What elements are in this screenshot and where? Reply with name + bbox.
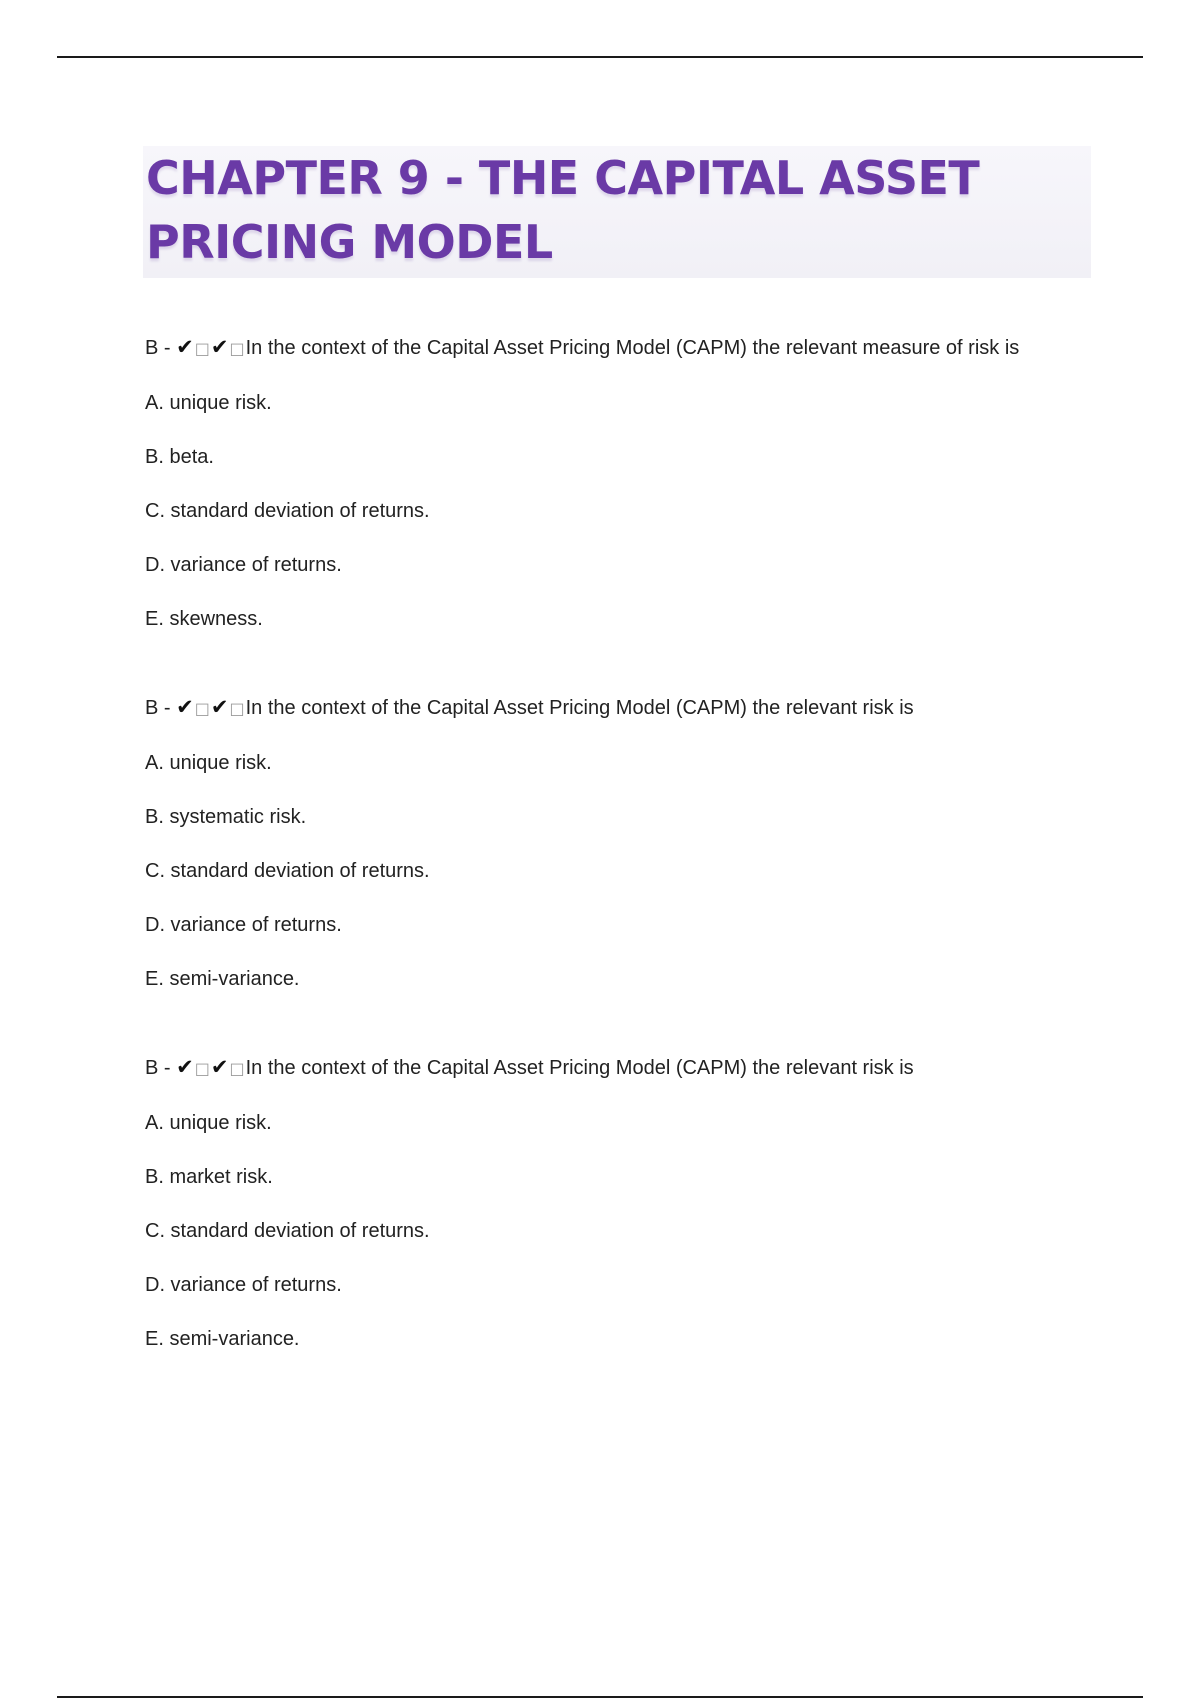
- question-stem: [145, 690, 1075, 726]
- question-prompt: In the context of the Capital Asset Pricing Model (CAPM) the relevant measure of risk is: [245, 337, 1020, 359]
- box-icon: □: [229, 1059, 246, 1078]
- chapter-title-banner: [143, 146, 1091, 278]
- answer-prefix: B -: [145, 697, 177, 719]
- answer-option: A. unique risk.: [145, 752, 272, 774]
- box-icon: □: [229, 339, 246, 358]
- answer-option: E. skewness.: [145, 608, 263, 630]
- box-icon: □: [194, 1059, 211, 1078]
- answer-option: C. standard deviation of returns.: [145, 1220, 430, 1242]
- question-block-2: [145, 690, 1075, 996]
- answer-option: B. beta.: [145, 446, 214, 468]
- question-prompt: In the context of the Capital Asset Pricing Model (CAPM) the relevant risk is: [245, 697, 914, 719]
- answer-option: C. standard deviation of returns.: [145, 500, 430, 522]
- answer-option: E. semi-variance.: [145, 1328, 300, 1350]
- answer-prefix: B -: [145, 1057, 177, 1079]
- header-rule: [57, 56, 1143, 58]
- chapter-title-line-2: PRICING MODEL: [146, 215, 553, 269]
- answer-option: E. semi-variance.: [145, 968, 300, 990]
- question-prompt: In the context of the Capital Asset Pricing Model (CAPM) the relevant risk is: [245, 1057, 914, 1079]
- answer-option: D. variance of returns.: [145, 914, 342, 936]
- question-stem: [145, 330, 1075, 366]
- check-icon: ✔: [210, 335, 230, 359]
- answer-option: A. unique risk.: [145, 392, 272, 414]
- check-icon: ✔: [176, 335, 195, 359]
- box-icon: □: [229, 699, 246, 718]
- answer-option: D. variance of returns.: [145, 1274, 342, 1296]
- box-icon: □: [194, 339, 211, 358]
- answer-option: C. standard deviation of returns.: [145, 860, 430, 882]
- question-list: [145, 330, 1075, 1410]
- check-icon: ✔: [210, 695, 230, 719]
- check-icon: ✔: [176, 695, 195, 719]
- question-stem: [145, 1050, 1075, 1086]
- footer-rule: [57, 1696, 1143, 1698]
- check-icon: ✔: [176, 1055, 195, 1079]
- answer-option: B. systematic risk.: [145, 806, 307, 828]
- answer-option: B. market risk.: [145, 1166, 273, 1188]
- question-block-1: [145, 330, 1075, 636]
- answer-option: A. unique risk.: [145, 1112, 272, 1134]
- box-icon: □: [194, 699, 211, 718]
- answer-prefix: B -: [145, 337, 177, 359]
- question-block-3: [145, 1050, 1075, 1356]
- chapter-title-line-1: CHAPTER 9 - THE CAPITAL ASSET: [146, 151, 980, 205]
- check-icon: ✔: [210, 1055, 230, 1079]
- answer-option: D. variance of returns.: [145, 554, 342, 576]
